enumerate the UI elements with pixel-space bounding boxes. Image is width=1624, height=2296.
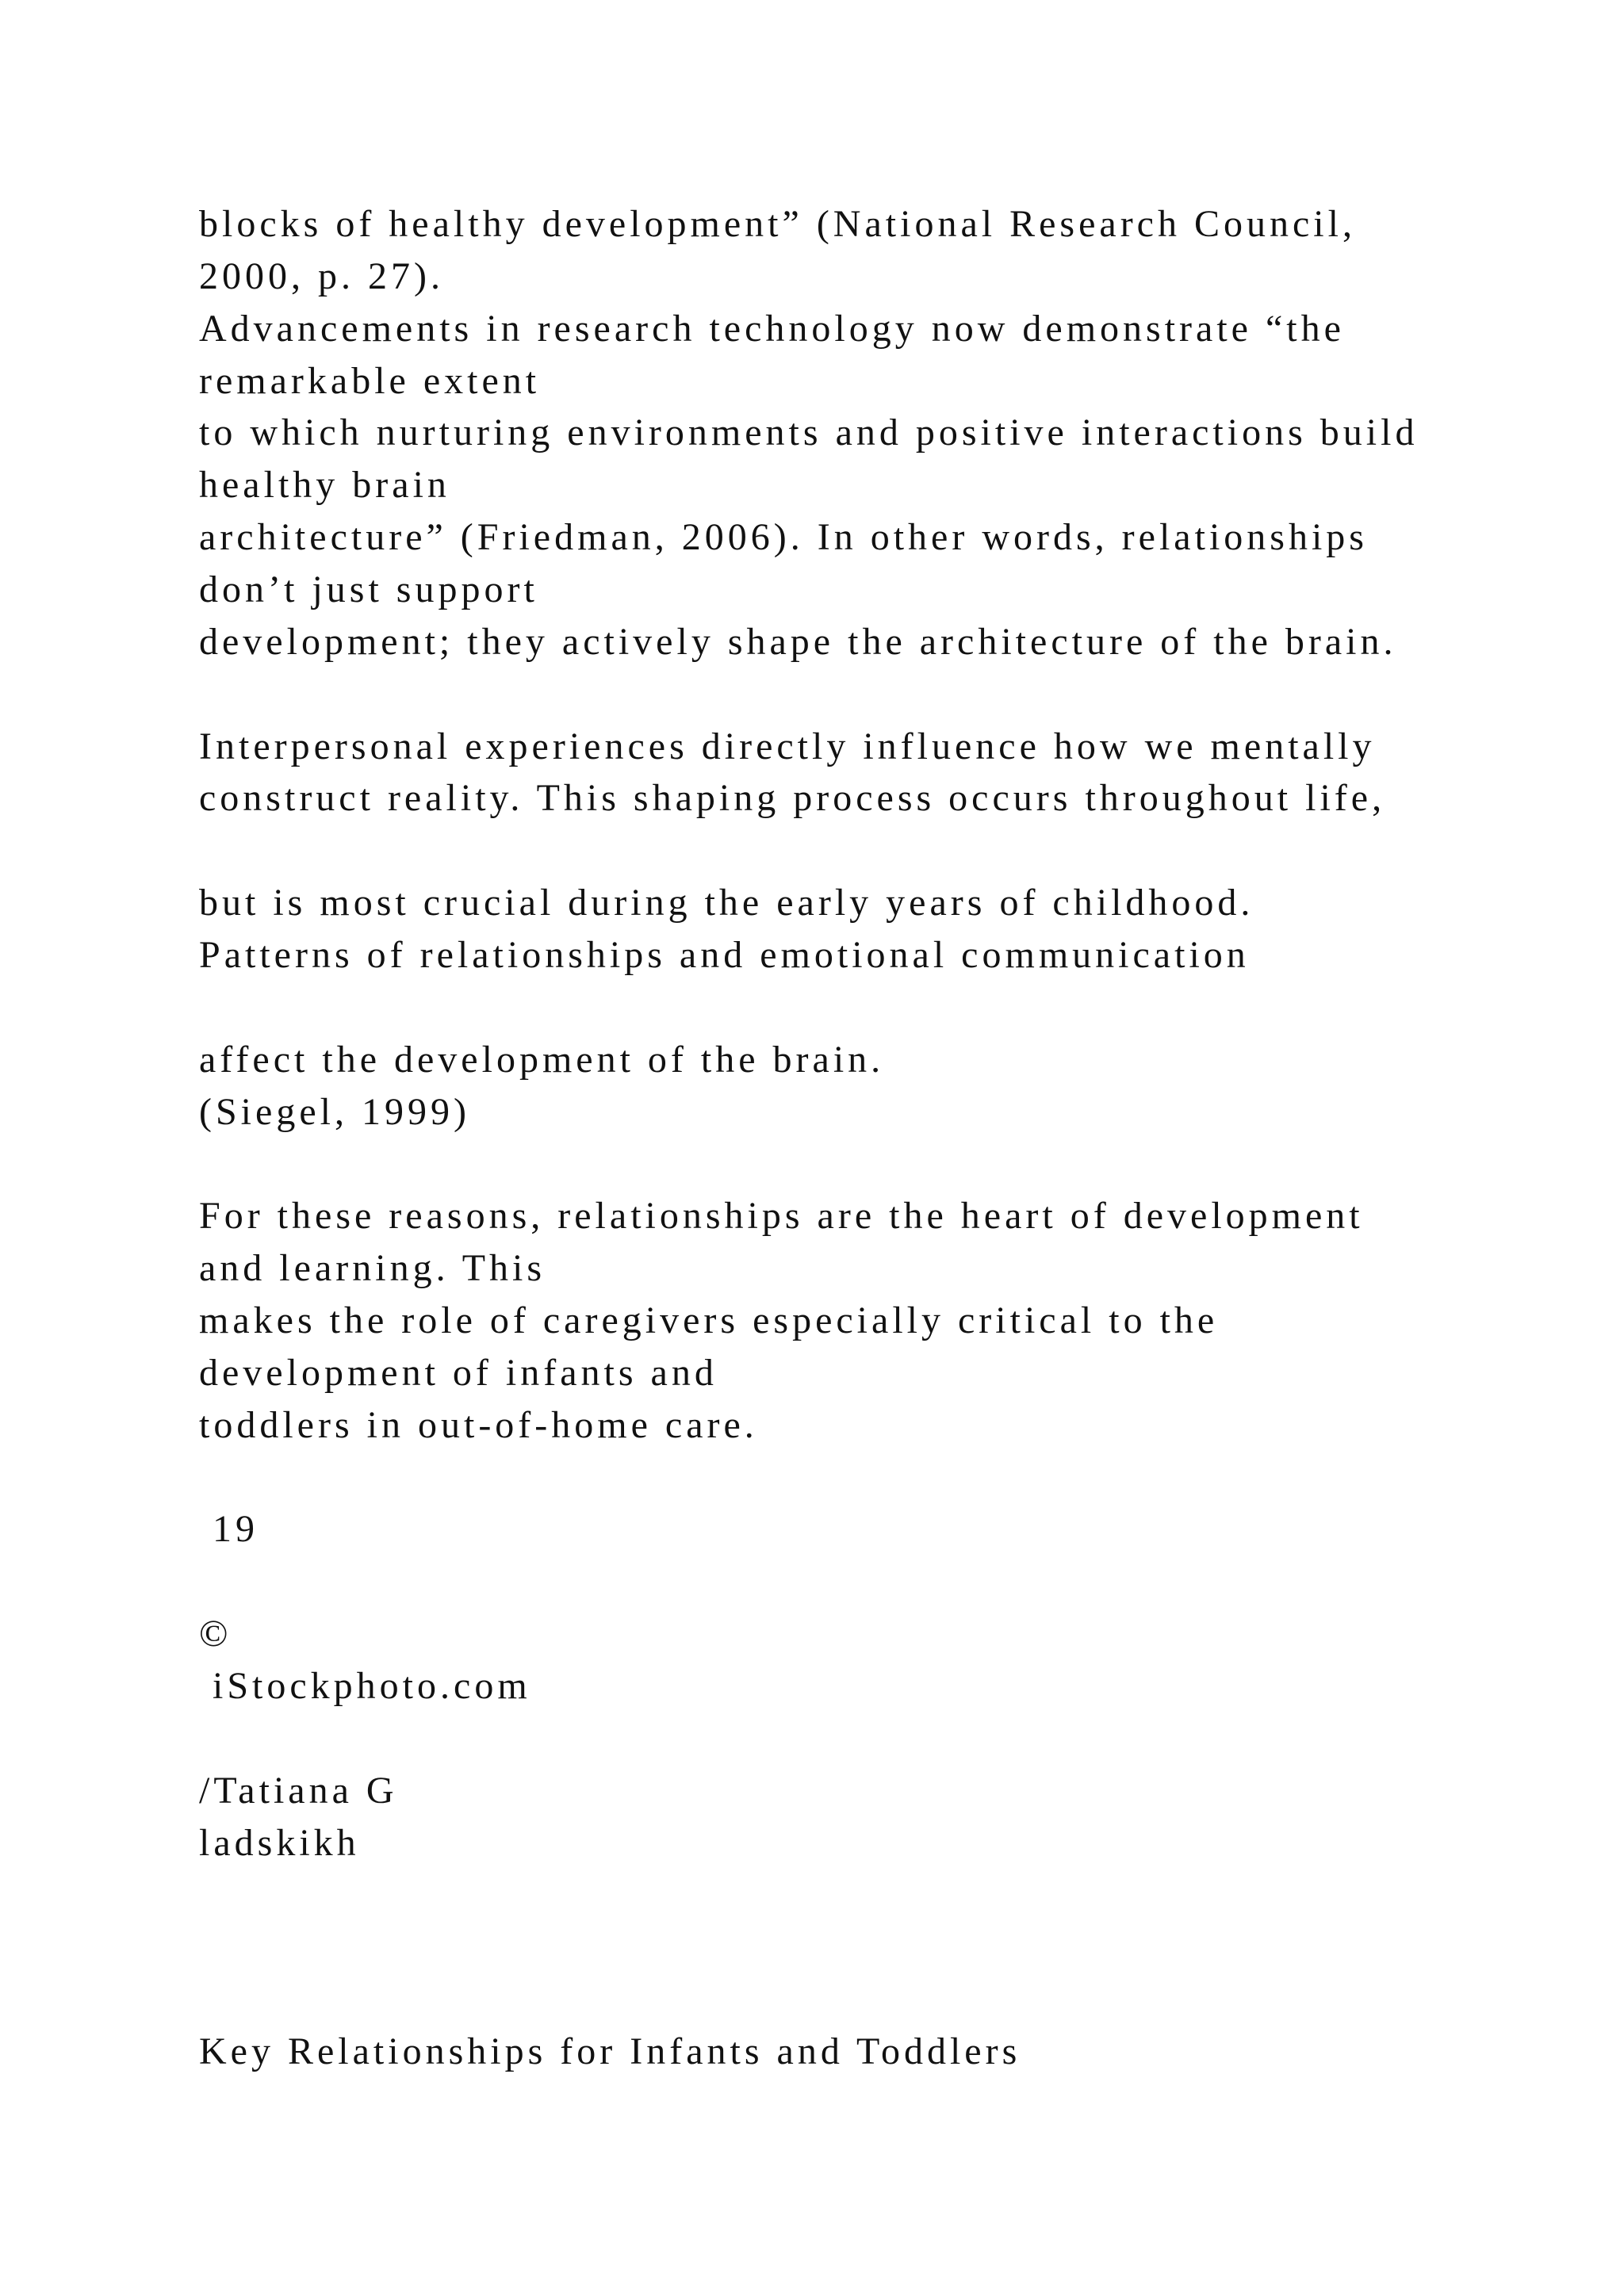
photo-credit-photographer — [199, 1765, 1624, 1869]
text-line: blocks of healthy development” (National Research Council, — [199, 203, 1356, 245]
quote-line: affect the development of the brain. — [199, 1038, 885, 1081]
text-line: development of infants and — [199, 1351, 718, 1394]
text-line: and learning. This — [199, 1247, 546, 1290]
text-line: toddlers in out-of-home care. — [199, 1403, 758, 1446]
quote-line: Interpersonal experiences directly influence how we mentally — [199, 725, 1376, 767]
quote-group — [199, 877, 1624, 982]
text-line: architecture” (Friedman, 2006). In other words, relationships — [199, 516, 1368, 559]
section-heading-block — [199, 2026, 1624, 2078]
quote-citation: (Siegel, 1999) — [199, 1090, 470, 1133]
quote-group — [199, 721, 1624, 825]
text-line: healthy brain — [199, 464, 450, 507]
quote-line: construct reality. This shaping process occurs throughout life, — [199, 777, 1386, 820]
text-line: to which nurturing environments and positive interactions build — [199, 411, 1419, 454]
body-paragraph — [199, 198, 1624, 668]
text-line: 2000, p. 27). — [199, 254, 444, 297]
text-line: For these reasons, relationships are the heart of development — [199, 1195, 1364, 1238]
text-line: Advancements in research technology now demonstrate “the — [199, 307, 1345, 350]
photographer-line: /Tatiana G — [199, 1769, 398, 1812]
quote-group — [199, 1034, 1624, 1138]
page-number-block — [199, 1503, 1624, 1556]
photo-credit — [199, 1608, 1624, 1712]
text-line: remarkable extent — [199, 359, 541, 402]
photographer-line: ladskikh — [199, 1821, 360, 1864]
copyright-symbol: © — [199, 1613, 232, 1655]
text-line: don’t just support — [199, 568, 538, 611]
photo-credit-source: iStockphoto.com — [199, 1665, 531, 1708]
body-paragraph — [199, 1190, 1624, 1451]
section-heading: Key Relationships for Infants and Toddlers — [199, 2030, 1021, 2073]
text-line: makes the role of caregivers especially critical to the — [199, 1299, 1219, 1342]
quote-line: but is most crucial during the early years of childhood. — [199, 882, 1254, 924]
text-line: development; they actively shape the architecture of the brain. — [199, 620, 1397, 663]
quote-line: Patterns of relationships and emotional communication — [199, 934, 1250, 977]
page-number: 19 — [199, 1508, 259, 1551]
